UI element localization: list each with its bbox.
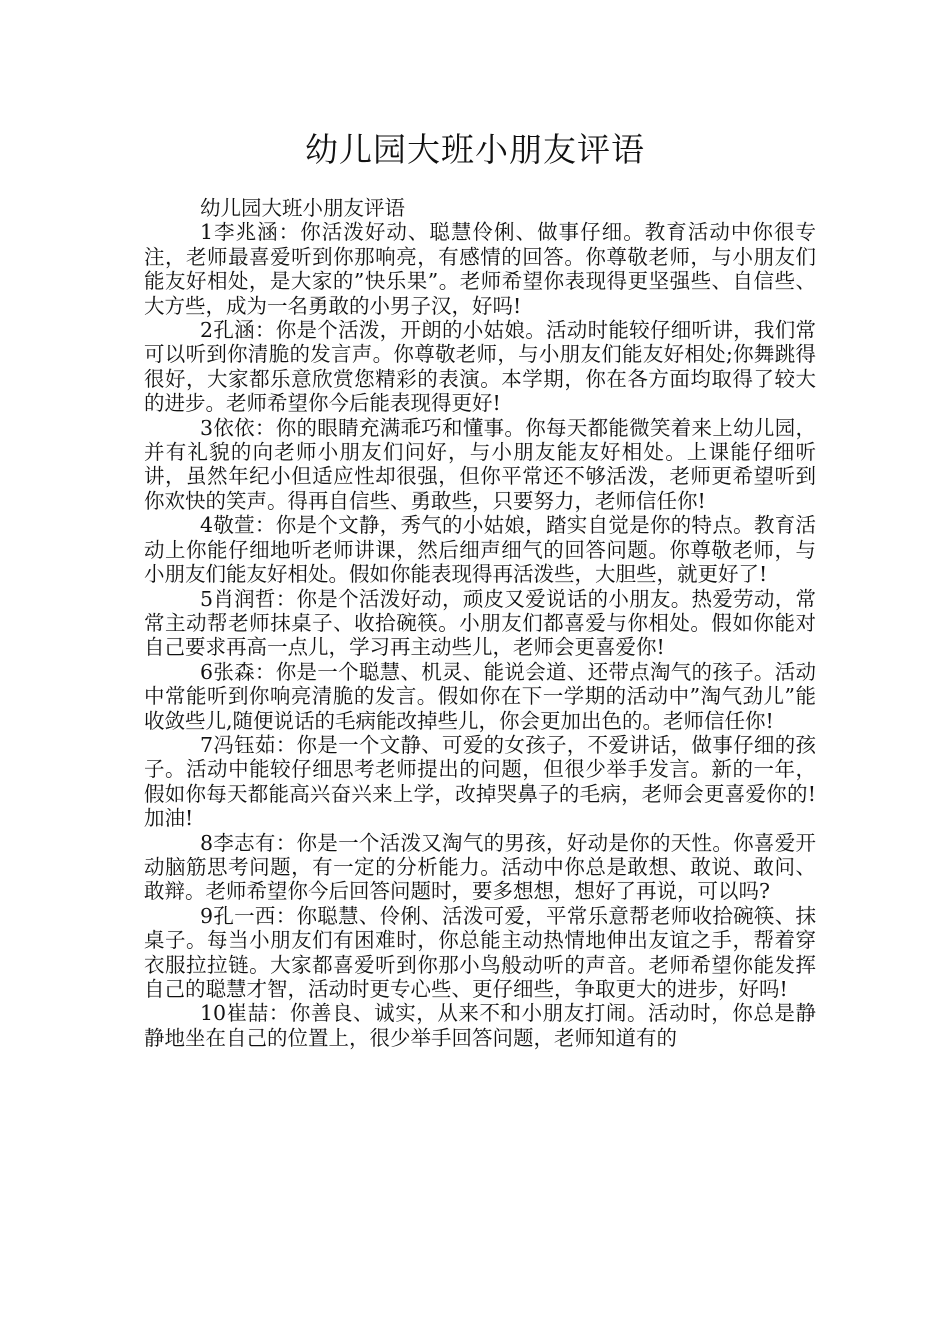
comment-paragraph-9: 9孔一西：你聪慧、伶俐、活泼可爱，平常乐意帮老师收拾碗筷、抹桌子。每当小朋友们有困难时，你总能主动热情地伸出友谊之手，帮着穿衣服拉拉链。大家都喜爱听到你那小鸟般动听的声音。老师希望你能发挥自己的聪慧才智，活动时更专心些、更仔细些，争取更大的进步，好吗! <box>144 903 816 1001</box>
comment-paragraph-1: 1李兆涵：你活泼好动、聪慧伶俐、做事仔细。教育活动中你很专注，老师最喜爱听到你那响亮，有感情的回答。你尊敬老师，与小朋友们能友好相处，是大家的”快乐果”。老师希望你表现得更坚强些、自信些、大方些，成为一名勇敢的小男子汉，好吗! <box>144 220 816 318</box>
document-subtitle: 幼儿园大班小朋友评语 <box>200 196 405 220</box>
comment-paragraph-6: 6张森：你是一个聪慧、机灵、能说会道、还带点淘气的孩子。活动中常能听到你响亮清脆的发言。假如你在下一学期的活动中”淘气劲儿”能收敛些儿,随便说话的毛病能改掉些儿，你会更加出色的。老师信任你! <box>144 659 816 733</box>
comment-paragraph-3: 3依依：你的眼睛充满乖巧和懂事。你每天都能微笑着来上幼儿园，并有礼貌的向老师小朋友们问好，与小朋友能友好相处。上课能仔细听讲，虽然年纪小但适应性却很强，但你平常还不够活泼，老师更希望听到你欢快的笑声。得再自信些、勇敢些，只要努力，老师信任你! <box>144 415 816 513</box>
comment-paragraph-7: 7冯钰茹：你是一个文静、可爱的女孩子，不爱讲话，做事仔细的孩子。活动中能较仔细思考老师提出的问题，但很少举手发言。新的一年，假如你每天都能高兴奋兴来上学，改掉哭鼻子的毛病，老师会更喜爱你的!加油! <box>144 732 816 831</box>
comment-paragraph-10: 10崔喆：你善良、诚实，从来不和小朋友打闹。活动时，你总是静静地坐在自己的位置上，很少举手回答问题，老师知道有的 <box>144 1001 816 1050</box>
comment-paragraph-5: 5肖润哲：你是个活泼好动，顽皮又爱说话的小朋友。热爱劳动，常常主动帮老师抹桌子、收拾碗筷。小朋友们都喜爱与你相处。假如你能对自己要求再高一点儿，学习再主动些儿，老师会更喜爱你! <box>144 586 816 660</box>
comment-paragraph-4: 4敬萱：你是个文静，秀气的小姑娘，踏实自觉是你的特点。教育活动上你能仔细地听老师讲课，然后细声细气的回答问题。你尊敬老师，与小朋友们能友好相处。假如你能表现得再活泼些，大胆些，就更好了! <box>144 513 816 587</box>
comment-paragraph-2: 2孔涵：你是个活泼，开朗的小姑娘。活动时能较仔细听讲，我们常可以听到你清脆的发言声。你尊敬老师，与小朋友们能友好相处;你舞跳得很好，大家都乐意欣赏您精彩的表演。本学期，你在各方面均取得了较大的进步。老师希望你今后能表现得更好! <box>144 318 816 416</box>
document-title: 幼儿园大班小朋友评语 <box>305 130 645 169</box>
comment-paragraph-8: 8李志有：你是一个活泼又淘气的男孩，好动是你的天性。你喜爱开动脑筋思考问题，有一定的分析能力。活动中你总是敢想、敢说、敢问、敢辩。老师希望你今后回答问题时，要多想想，想好了再说，可以吗? <box>144 830 816 904</box>
document-body <box>144 196 816 1050</box>
